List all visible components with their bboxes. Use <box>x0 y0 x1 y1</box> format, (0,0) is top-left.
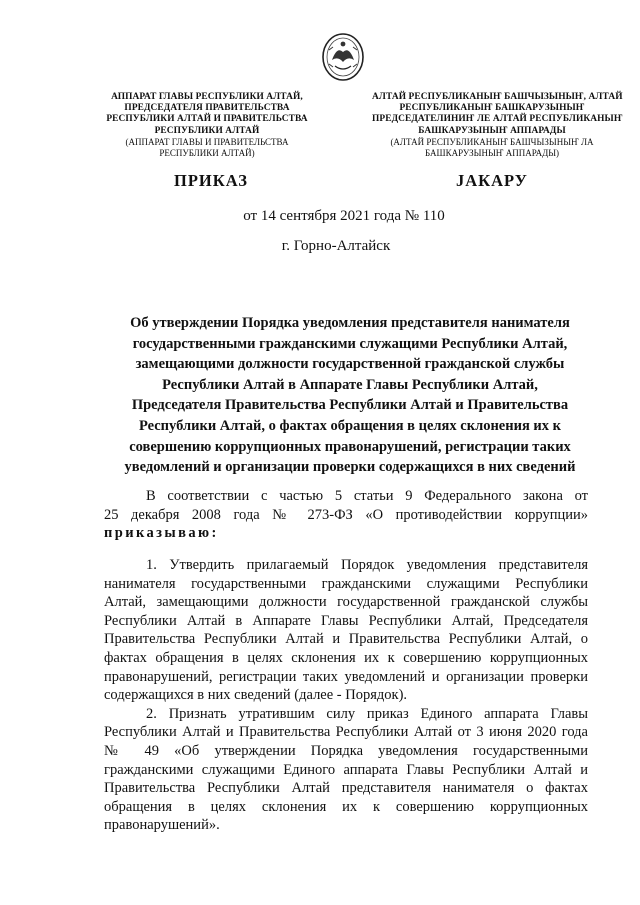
org-line: АППАРАТ ГЛАВЫ РЕСПУБЛИКИ АЛТАЙ, <box>111 92 303 102</box>
order-item-1 <box>104 556 588 705</box>
paragraph-line: 2. Признать утратившим силу приказ Единого аппарата Главы <box>146 705 588 722</box>
paragraph-line: 25 декабря 2008 года № 273-ФЗ «О противодействии коррупции» <box>104 506 588 523</box>
title-line: совершению коррупционных правонарушений, регистрации таких <box>129 438 571 455</box>
org-line: АЛТАЙ РЕСПУБЛИКАНЫҤ БАШЧЫЗЫНЫҤ, АЛТАЙ <box>372 92 623 102</box>
issuing-authority-ru <box>96 92 318 159</box>
title-line: уведомлений и организации проверки содержащихся в них сведений <box>124 459 576 476</box>
order-command: приказываю: <box>104 525 219 542</box>
org-line: (АППАРАТ ГЛАВЫ И ПРАВИТЕЛЬСТВА <box>125 136 289 147</box>
doc-type-ru: ПРИКАЗ <box>174 171 248 190</box>
issuing-authority-altai <box>372 92 623 159</box>
paragraph-line: фактах обращения в целях склонения их к совершению коррупционных <box>104 649 588 666</box>
coat-of-arms-emblem <box>321 32 365 82</box>
org-line: ПРЕДСЕДАТЕЛЯ ПРАВИТЕЛЬСТВА <box>124 103 290 114</box>
paragraph-line: обращения в целях склонения их к совершению коррупционных <box>104 798 588 815</box>
preamble-paragraph <box>104 487 588 543</box>
paragraph-line: Правительства Республики Алтай и Правительства Республики Алтай, о <box>104 631 588 648</box>
order-item-2 <box>104 705 588 835</box>
title-line: Председателя Правительства Республики Алтай и Правительства <box>131 397 569 414</box>
paragraph-line: Республики Алтай в Аппарате Главы Республики Алтай, Председателя <box>104 612 588 629</box>
paragraph-line: нанимателя государственными гражданскими служащими Республики <box>104 575 588 592</box>
org-line: РЕСПУБЛИКИ АЛТАЙ И ПРАВИТЕЛЬСТВА <box>106 114 308 125</box>
title-line: Об утверждении Порядка уведомления представителя нанимателя <box>130 315 570 331</box>
org-line: БАШКАРУЗЫНЫҤ АППАРАДЫ) <box>424 148 560 159</box>
org-line: ПРЕДСЕДАТЕЛИНИҤ ЛЕ АЛТАЙ РЕСПУБЛИКАНЫҤ <box>372 114 623 125</box>
city: г. Горно-Алтайск <box>281 238 391 254</box>
paragraph-line: Республики Алтай и Правительства Республики Алтай от 3 июня 2020 года <box>104 724 588 741</box>
order-date-number: от 14 сентября 2021 года № 110 <box>243 208 445 224</box>
title-line: Республики Алтай, о фактах обращения в целях склонения их к <box>138 417 562 434</box>
order-title <box>100 313 600 478</box>
org-line: РЕСПУБЛИКИ АЛТАЙ) <box>159 148 255 159</box>
paragraph-line: 1. Утвердить прилагаемый Порядок уведомления представителя <box>146 557 588 573</box>
paragraph-line: гражданскими служащими Единого аппарата Главы Республики Алтай и <box>104 761 588 778</box>
paragraph-line: правонарушений, регистрации таких уведомлений и организации проверки <box>104 668 588 685</box>
paragraph-line: Правительства Республики Алтай представителя нанимателя о фактах <box>104 780 588 797</box>
order-items <box>104 556 588 835</box>
org-line: РЕСПУБЛИКАНЫҤ БАШКАРУЗЫНЫҤ <box>399 103 585 114</box>
org-line: (АЛТАЙ РЕСПУБЛИКАНЫҤ БАШЧЫЗЫНЫҤ ЛА <box>390 136 594 147</box>
org-line: БАШКАРУЗЫНЫҤ АППАРАДЫ <box>418 125 566 136</box>
paragraph-line: Алтай, замещающими должности государственной гражданской службы <box>104 594 588 611</box>
paragraph-line: № 49 «Об утверждении Порядка уведомления государственными <box>104 742 588 759</box>
title-line: государственными гражданскими служащими Республики Алтай, <box>132 335 568 352</box>
paragraph-line: содержащихся в них сведений (далее - Порядок). <box>104 687 408 704</box>
title-line: Республики Алтай в Аппарате Главы Республики Алтай, <box>162 376 538 393</box>
doc-type-altai: JАКАРУ <box>456 171 528 190</box>
paragraph-line: правонарушений». <box>104 817 220 834</box>
paragraph-line: В соответствии с частью 5 статьи 9 Федерального закона от <box>146 488 588 504</box>
org-line: РЕСПУБЛИКИ АЛТАЙ <box>154 125 260 136</box>
title-line: замещающими должности государственной гражданской службы <box>135 356 565 373</box>
